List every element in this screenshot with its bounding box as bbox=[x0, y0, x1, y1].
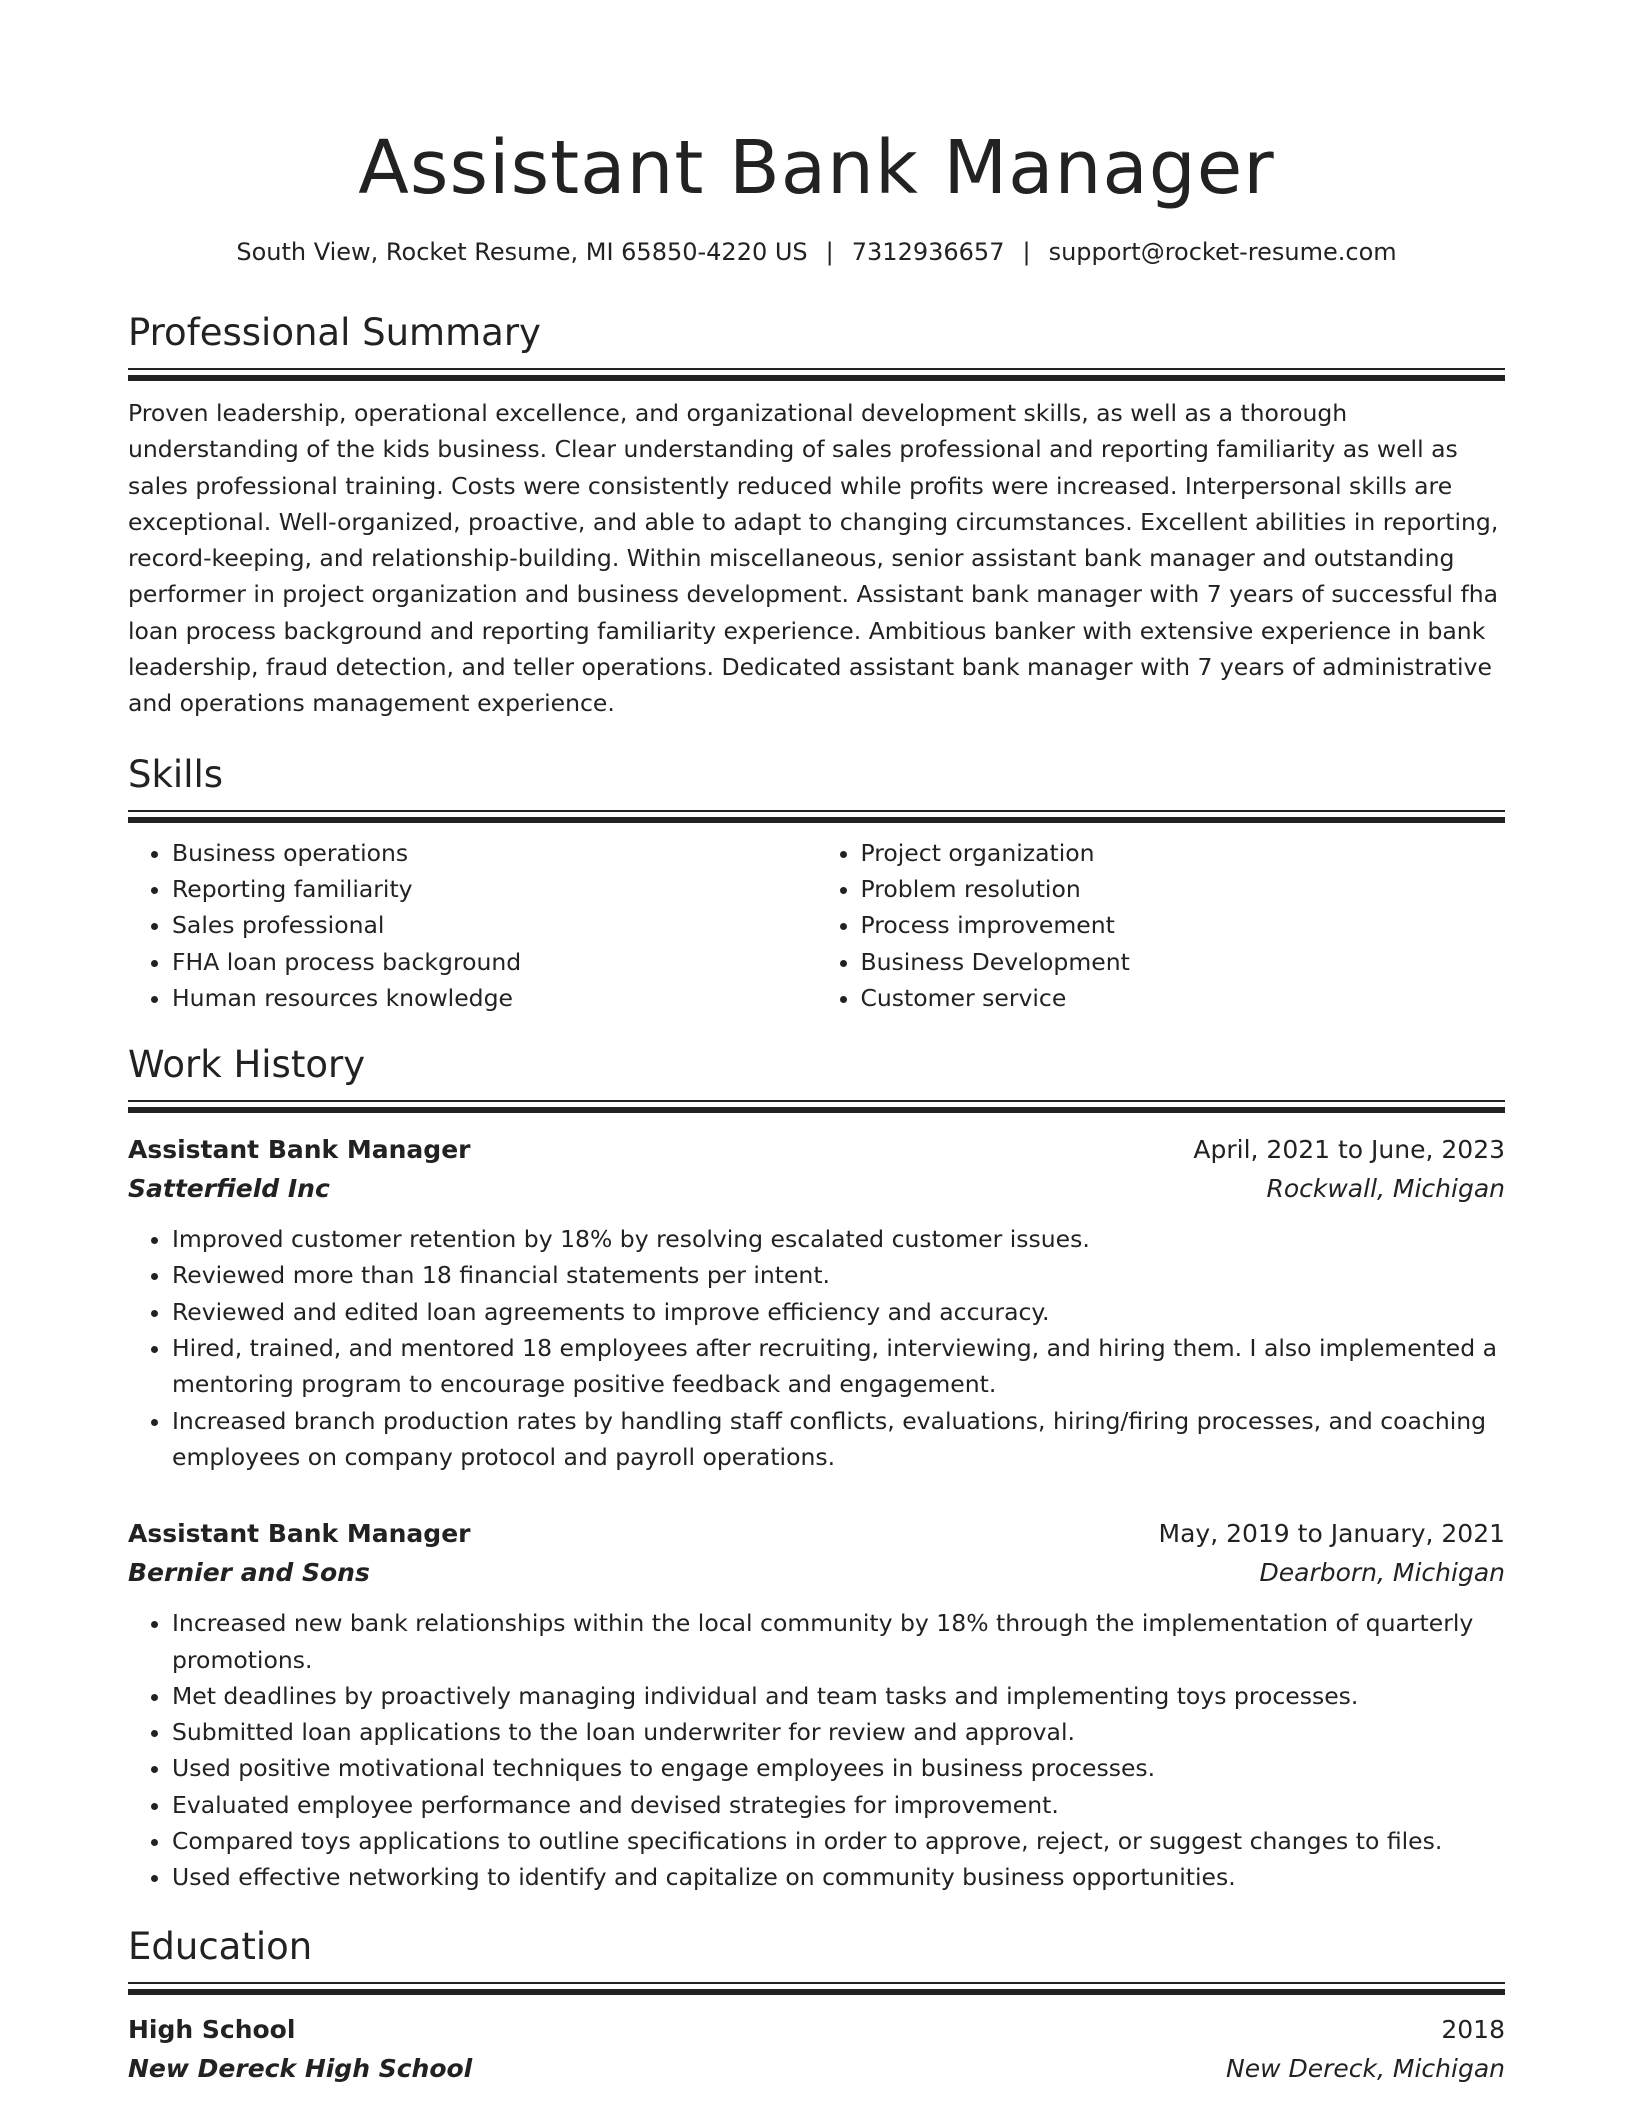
job-bullet: • Compared toys applications to outline specifications in order to approve, reject, or suggest changes to files. bbox=[172, 1823, 1505, 1859]
contact-email: support@rocket-resume.com bbox=[1048, 238, 1397, 266]
skill-item: • Customer service bbox=[861, 980, 1506, 1016]
job-location: Rockwall, Michigan bbox=[1266, 1174, 1505, 1204]
job-bullet: • Hired, trained, and mentored 18 employees after recruiting, interviewing, and hiring them. I also implemented a mentoring program to encourage positive feedback and engagement. bbox=[172, 1330, 1505, 1403]
job-bullet: • Improved customer retention by 18% by resolving escalated customer issues. bbox=[172, 1221, 1505, 1257]
contact-line bbox=[128, 236, 1505, 268]
job-bullets bbox=[128, 1221, 1505, 1475]
education-degree: High School bbox=[128, 2014, 296, 2044]
section-divider bbox=[128, 810, 1505, 823]
job-bullet: • Met deadlines by proactively managing individual and team tasks and implementing toys processes. bbox=[172, 1678, 1505, 1714]
skill-item: • Reporting familiarity bbox=[172, 871, 817, 907]
education-entry bbox=[128, 2011, 1505, 2089]
job-header bbox=[128, 1515, 1505, 1553]
education-location: New Dereck, Michigan bbox=[1226, 2053, 1505, 2083]
work-history-section bbox=[128, 1042, 1505, 1895]
skill-item: • Project organization bbox=[861, 835, 1506, 871]
section-divider bbox=[128, 1100, 1505, 1113]
section-divider bbox=[128, 368, 1505, 381]
contact-phone: 7312936657 bbox=[851, 238, 1005, 266]
contact-separator: | bbox=[1022, 238, 1031, 266]
skill-item: • Business Development bbox=[861, 944, 1506, 980]
skills-columns bbox=[128, 835, 1505, 1016]
skill-item: • Process improvement bbox=[861, 907, 1506, 943]
job-bullet: • Reviewed and edited loan agreements to improve efficiency and accuracy. bbox=[172, 1294, 1505, 1330]
job-dates: April, 2021 to June, 2023 bbox=[1193, 1135, 1505, 1165]
job-bullet: • Reviewed more than 18 financial statements per intent. bbox=[172, 1257, 1505, 1293]
job-subheader bbox=[128, 1169, 1505, 1209]
contact-address: South View, Rocket Resume, MI 65850-4220 US bbox=[236, 238, 808, 266]
skill-item: • Problem resolution bbox=[861, 871, 1506, 907]
job-bullet: • Submitted loan applications to the loan underwriter for review and approval. bbox=[172, 1714, 1505, 1750]
section-title: Work History bbox=[128, 1043, 366, 1087]
education-section bbox=[128, 1924, 1505, 2089]
job-bullets bbox=[128, 1605, 1505, 1895]
skill-item: • Human resources knowledge bbox=[172, 980, 817, 1016]
job-bullet: • Used effective networking to identify and capitalize on community business opportunities. bbox=[172, 1859, 1505, 1895]
job-title: Assistant Bank Manager bbox=[128, 1519, 471, 1549]
summary-text: Proven leadership, operational excellence, and organizational development skills, as well as a thorough understanding of the kids business. Clear understanding of sales professional and reporting familiarity as well as sales professional training. Costs were consistently reduced while profits were increased. Interpersonal skills are exceptional. Well-organized, proactive, and able to adapt to changing circumstances. Excellent abilities in reporting, record-keeping, and relationship-building. Within miscellaneous, senior assistant bank manager and outstanding performer in project organization and business development. Assistant bank manager with 7 years of successful fha loan process background and reporting familiarity experience. Ambitious banker with extensive experience in bank leadership, fraud detection, and teller operations. Dedicated assistant bank manager with 7 years of administrative and operations management experience. bbox=[128, 399, 1499, 718]
education-year: 2018 bbox=[1441, 2014, 1505, 2044]
job-company: Satterfield Inc bbox=[128, 1174, 330, 1204]
job-entry bbox=[128, 1515, 1505, 1895]
resume-name: Assistant Bank Manager bbox=[358, 125, 1275, 211]
job-bullet: • Used positive motivational techniques to engage employees in business processes. bbox=[172, 1750, 1505, 1786]
summary-section bbox=[128, 310, 1505, 722]
job-subheader bbox=[128, 1553, 1505, 1593]
job-dates: May, 2019 to January, 2021 bbox=[1158, 1519, 1505, 1549]
job-company: Bernier and Sons bbox=[128, 1558, 370, 1588]
skills-list-left bbox=[128, 835, 817, 1016]
education-header bbox=[128, 2011, 1505, 2049]
contact-separator: | bbox=[825, 238, 834, 266]
skill-item: • Sales professional bbox=[172, 907, 817, 943]
education-school: New Dereck High School bbox=[128, 2053, 473, 2083]
job-location: Dearborn, Michigan bbox=[1259, 1558, 1505, 1588]
section-title: Professional Summary bbox=[128, 311, 541, 354]
skill-item: • Business operations bbox=[172, 835, 817, 871]
skill-item: • FHA loan process background bbox=[172, 944, 817, 980]
job-bullet: • Evaluated employee performance and devised strategies for improvement. bbox=[172, 1787, 1505, 1823]
section-title: Skills bbox=[128, 752, 224, 796]
job-bullet: • Increased new bank relationships within the local community by 18% through the implementation of quarterly promotions. bbox=[172, 1605, 1505, 1678]
section-title: Education bbox=[128, 1924, 313, 1968]
education-subheader bbox=[128, 2049, 1505, 2089]
job-header bbox=[128, 1131, 1505, 1169]
skills-section bbox=[128, 752, 1505, 1016]
job-title: Assistant Bank Manager bbox=[128, 1135, 471, 1165]
job-bullet: • Increased branch production rates by handling staff conflicts, evaluations, hiring/firing processes, and coaching employees on company protocol and payroll operations. bbox=[172, 1403, 1505, 1476]
skills-list-right bbox=[817, 835, 1506, 1016]
job-entry bbox=[128, 1131, 1505, 1475]
section-divider bbox=[128, 1982, 1505, 1995]
